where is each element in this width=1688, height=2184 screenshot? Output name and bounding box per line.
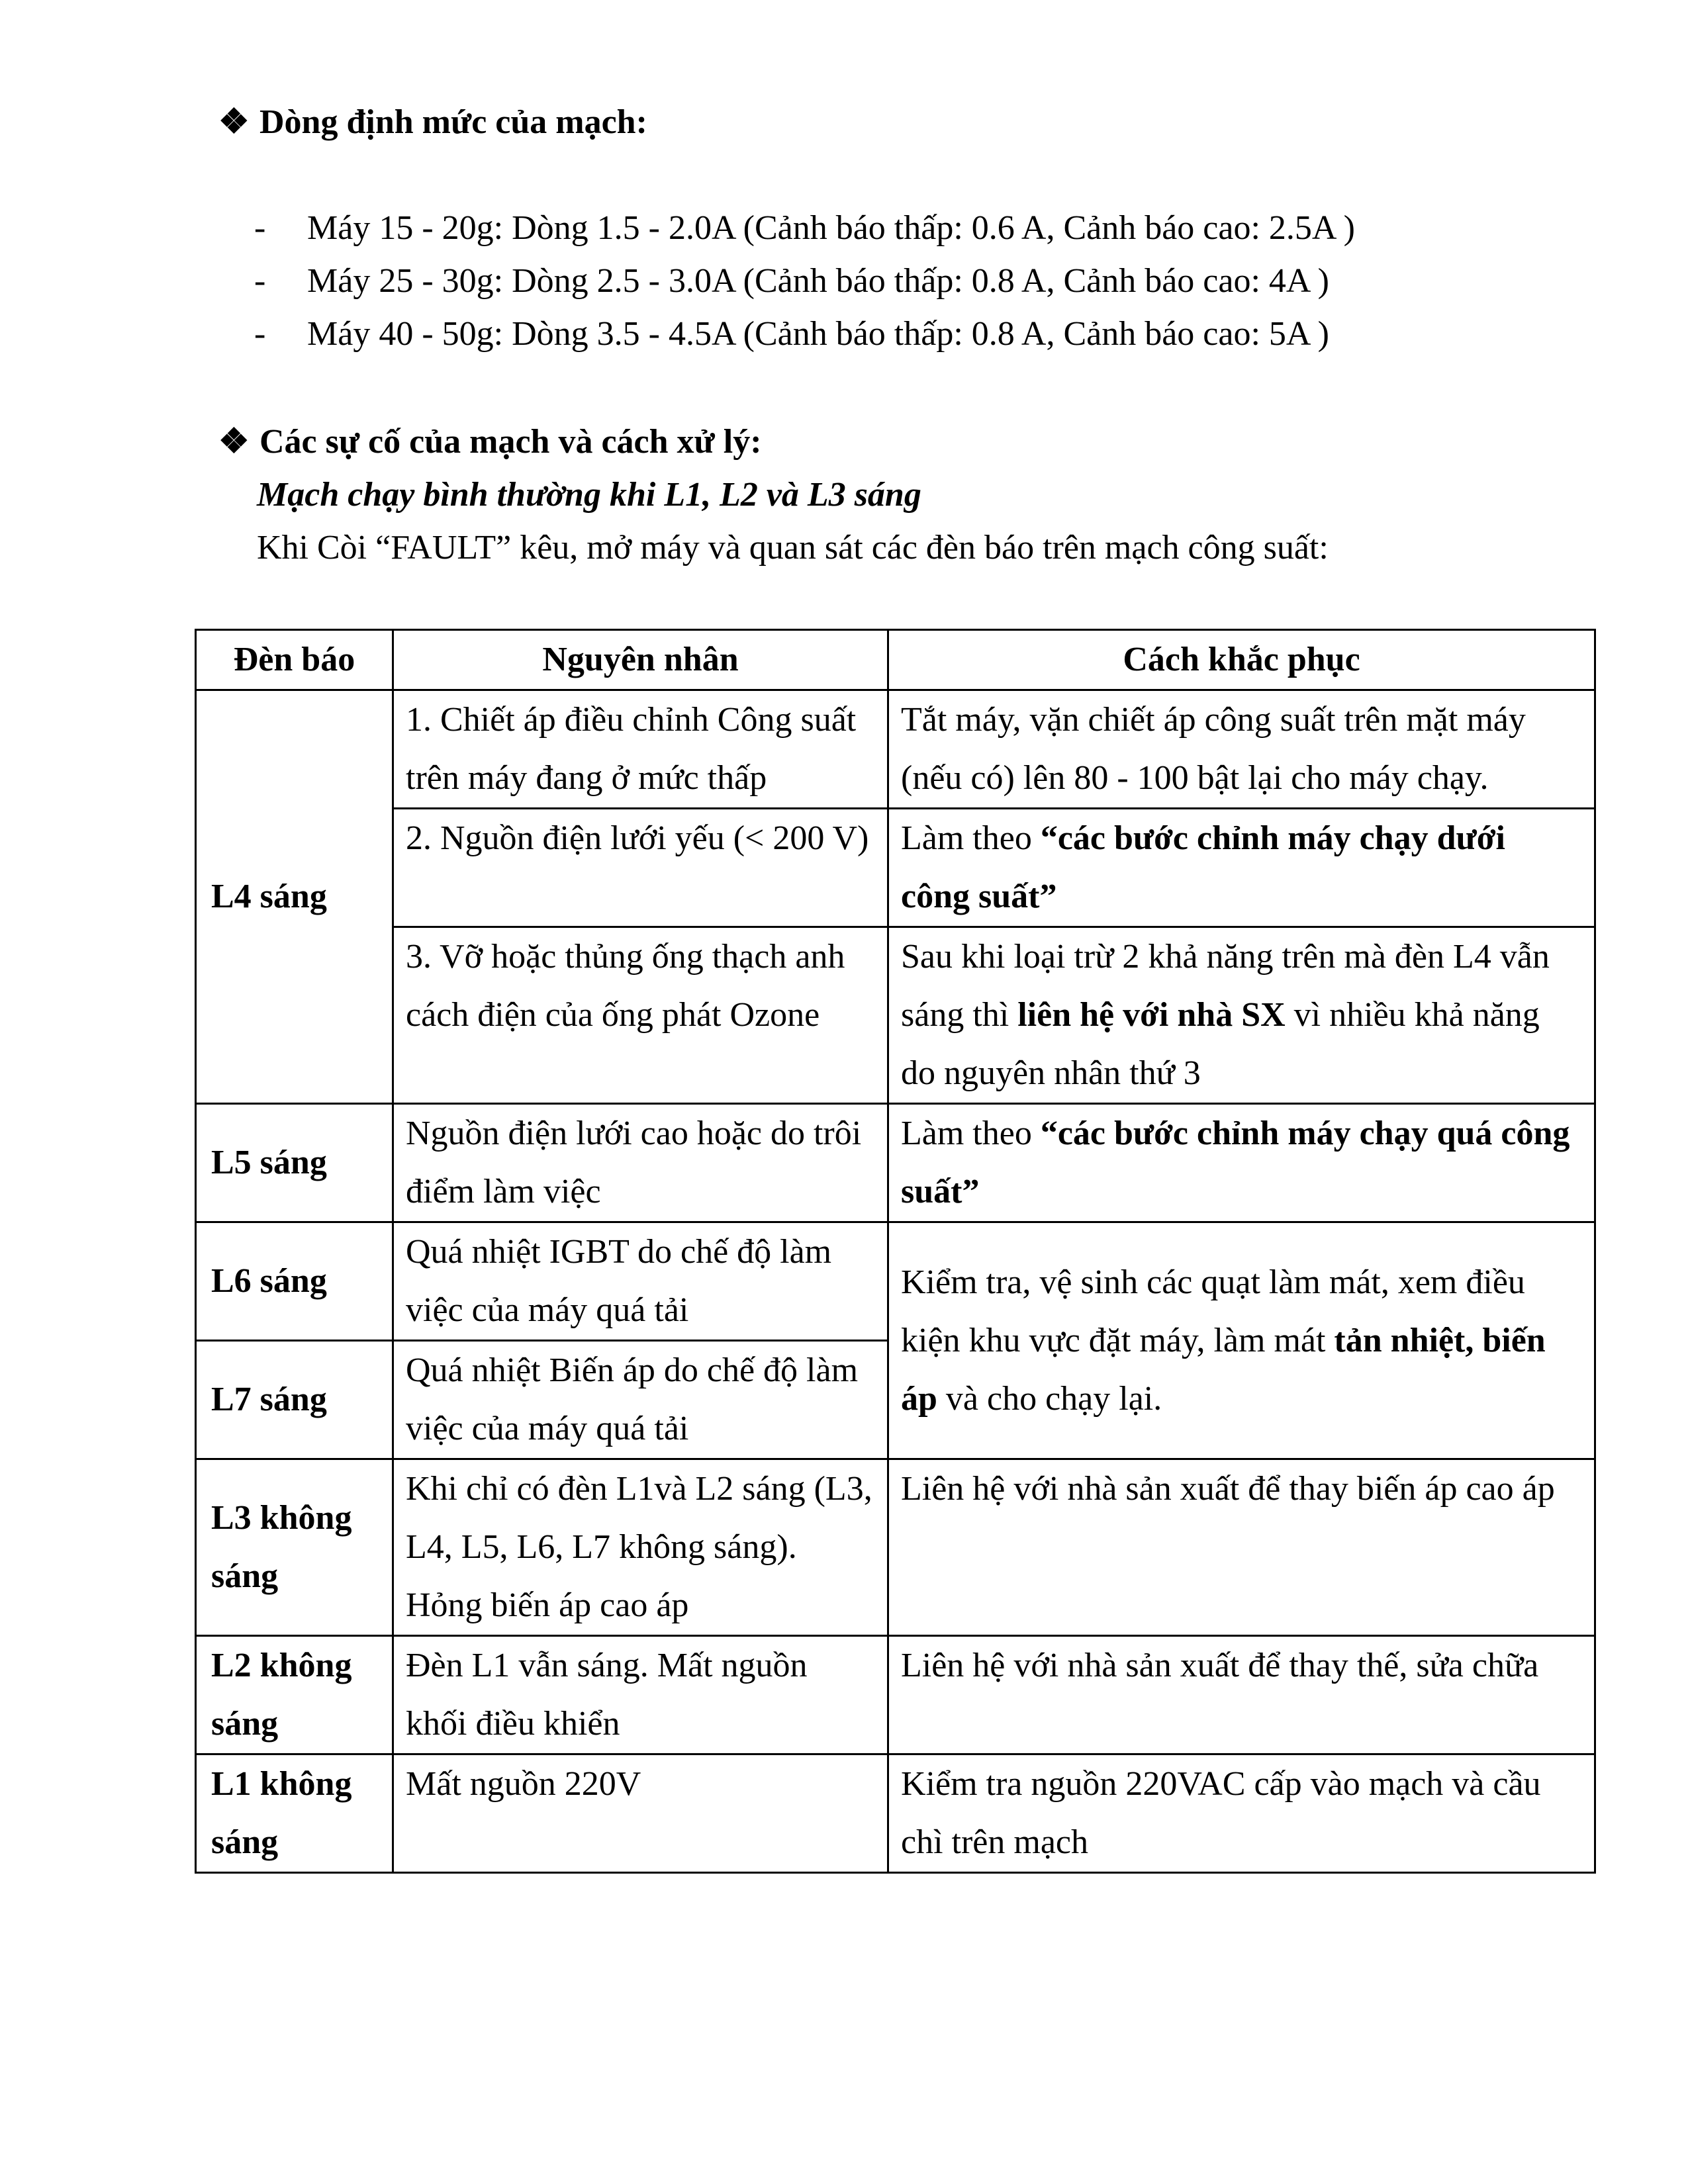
table-header-row [196, 630, 1595, 690]
section-faults-heading [218, 416, 762, 469]
fix-cell [888, 927, 1595, 1104]
dash-bullet: - [254, 209, 266, 247]
cause-cell: Quá nhiệt Biến áp do chế độ làm việc của máy quá tải [393, 1341, 888, 1459]
fix-text: Làm theo [901, 819, 1041, 857]
fix-cell: Kiểm tra nguồn 220VAC cấp vào mạch và cầu chì trên mạch [888, 1754, 1595, 1873]
lamp-cell: L6 sáng [196, 1222, 393, 1341]
fix-cell: Tắt máy, vặn chiết áp công suất trên mặt máy (nếu có) lên 80 - 100 bật lại cho máy chạy. [888, 690, 1595, 809]
fix-cell [888, 809, 1595, 927]
list-item [254, 255, 1355, 308]
header-lamp: Đèn báo [196, 630, 393, 690]
section-rated-current-title: Dòng định mức của mạch: [259, 103, 647, 141]
faults-subtitle: Mạch chạy bình thường khi L1, L2 và L3 sáng [257, 476, 921, 514]
table-row [196, 1104, 1595, 1222]
diamond-bullet-icon: ❖ [218, 103, 250, 141]
cause-cell: Quá nhiệt IGBT do chế độ làm việc của máy quá tải [393, 1222, 888, 1341]
fix-text-bold: liên hệ với nhà SX [1017, 996, 1286, 1034]
lamp-cell: L4 sáng [196, 690, 393, 1104]
faults-intro: Khi Còi “FAULT” kêu, mở máy và quan sát các đèn báo trên mạch công suất: [257, 529, 1329, 567]
fix-text: vì nhiều khả năng do nguyên nhân thứ 3 [901, 996, 1540, 1092]
cause-cell: 2. Nguồn điện lưới yếu (< 200 V) [393, 809, 888, 927]
section-faults-title: Các sự cố của mạch và cách xử lý: [259, 423, 762, 461]
fix-cell: Liên hệ với nhà sản xuất để thay thế, sửa chữa [888, 1636, 1595, 1754]
table-row [196, 1222, 1595, 1341]
lamp-cell: L7 sáng [196, 1341, 393, 1459]
list-item-text: Máy 25 - 30g: Dòng 2.5 - 3.0A (Cảnh báo thấp: 0.8 A, Cảnh báo cao: 4A ) [307, 262, 1329, 300]
list-item-text: Máy 40 - 50g: Dòng 3.5 - 4.5A (Cảnh báo thấp: 0.8 A, Cảnh báo cao: 5A ) [307, 315, 1329, 353]
fix-text-bold: tản nhiệt, biến áp [901, 1321, 1546, 1418]
table-row [196, 927, 1595, 1104]
header-fix: Cách khắc phục [888, 630, 1595, 690]
cause-cell: 3. Vỡ hoặc thủng ống thạch anh cách điện của ống phát Ozone [393, 927, 888, 1104]
cause-cell: Khi chỉ có đèn L1và L2 sáng (L3, L4, L5, L6, L7 không sáng). Hỏng biến áp cao áp [393, 1459, 888, 1636]
fix-cell: Liên hệ với nhà sản xuất để thay biến áp cao áp [888, 1459, 1595, 1636]
fix-cell [888, 1104, 1595, 1222]
table-row [196, 1459, 1595, 1636]
fix-text: Làm theo [901, 1115, 1041, 1152]
table-row [196, 1754, 1595, 1873]
lamp-cell: L5 sáng [196, 1104, 393, 1222]
header-cause: Nguyên nhân [393, 630, 888, 690]
fix-text: và cho chạy lại. [937, 1379, 1162, 1418]
dash-bullet: - [254, 262, 266, 300]
diamond-bullet-icon: ❖ [218, 423, 250, 461]
table-row [196, 809, 1595, 927]
fix-text: Kiểm tra, vệ sinh các quạt làm mát, xem điều kiện khu vực đặt máy, làm mát [901, 1263, 1525, 1359]
table-row [196, 690, 1595, 809]
cause-cell: 1. Chiết áp điều chỉnh Công suất trên máy đang ở mức thấp [393, 690, 888, 809]
lamp-cell: L1 không sáng [196, 1754, 393, 1873]
fix-text-bold: “các bước chỉnh máy chạy dưới công suất” [901, 819, 1505, 915]
fix-text: Sau khi loại trừ 2 khả năng trên mà đèn L4 vẫn sáng thì [901, 938, 1550, 1034]
fix-cell [888, 1222, 1595, 1459]
lamp-cell: L2 không sáng [196, 1636, 393, 1754]
section-rated-current-heading [218, 96, 647, 149]
cause-cell: Đèn L1 vẫn sáng. Mất nguồn khối điều khiển [393, 1636, 888, 1754]
table-row [196, 1636, 1595, 1754]
fix-text-bold: “các bước chỉnh máy chạy quá công suất” [901, 1115, 1570, 1210]
lamp-cell: L3 không sáng [196, 1459, 393, 1636]
cause-cell: Nguồn điện lưới cao hoặc do trôi điểm làm việc [393, 1104, 888, 1222]
rated-current-list [254, 202, 1355, 361]
list-item-text: Máy 15 - 20g: Dòng 1.5 - 2.0A (Cảnh báo thấp: 0.6 A, Cảnh báo cao: 2.5A ) [307, 209, 1355, 247]
list-item [254, 202, 1355, 255]
dash-bullet: - [254, 315, 266, 353]
cause-cell: Mất nguồn 220V [393, 1754, 888, 1873]
list-item [254, 308, 1355, 361]
fault-table [195, 629, 1596, 1874]
